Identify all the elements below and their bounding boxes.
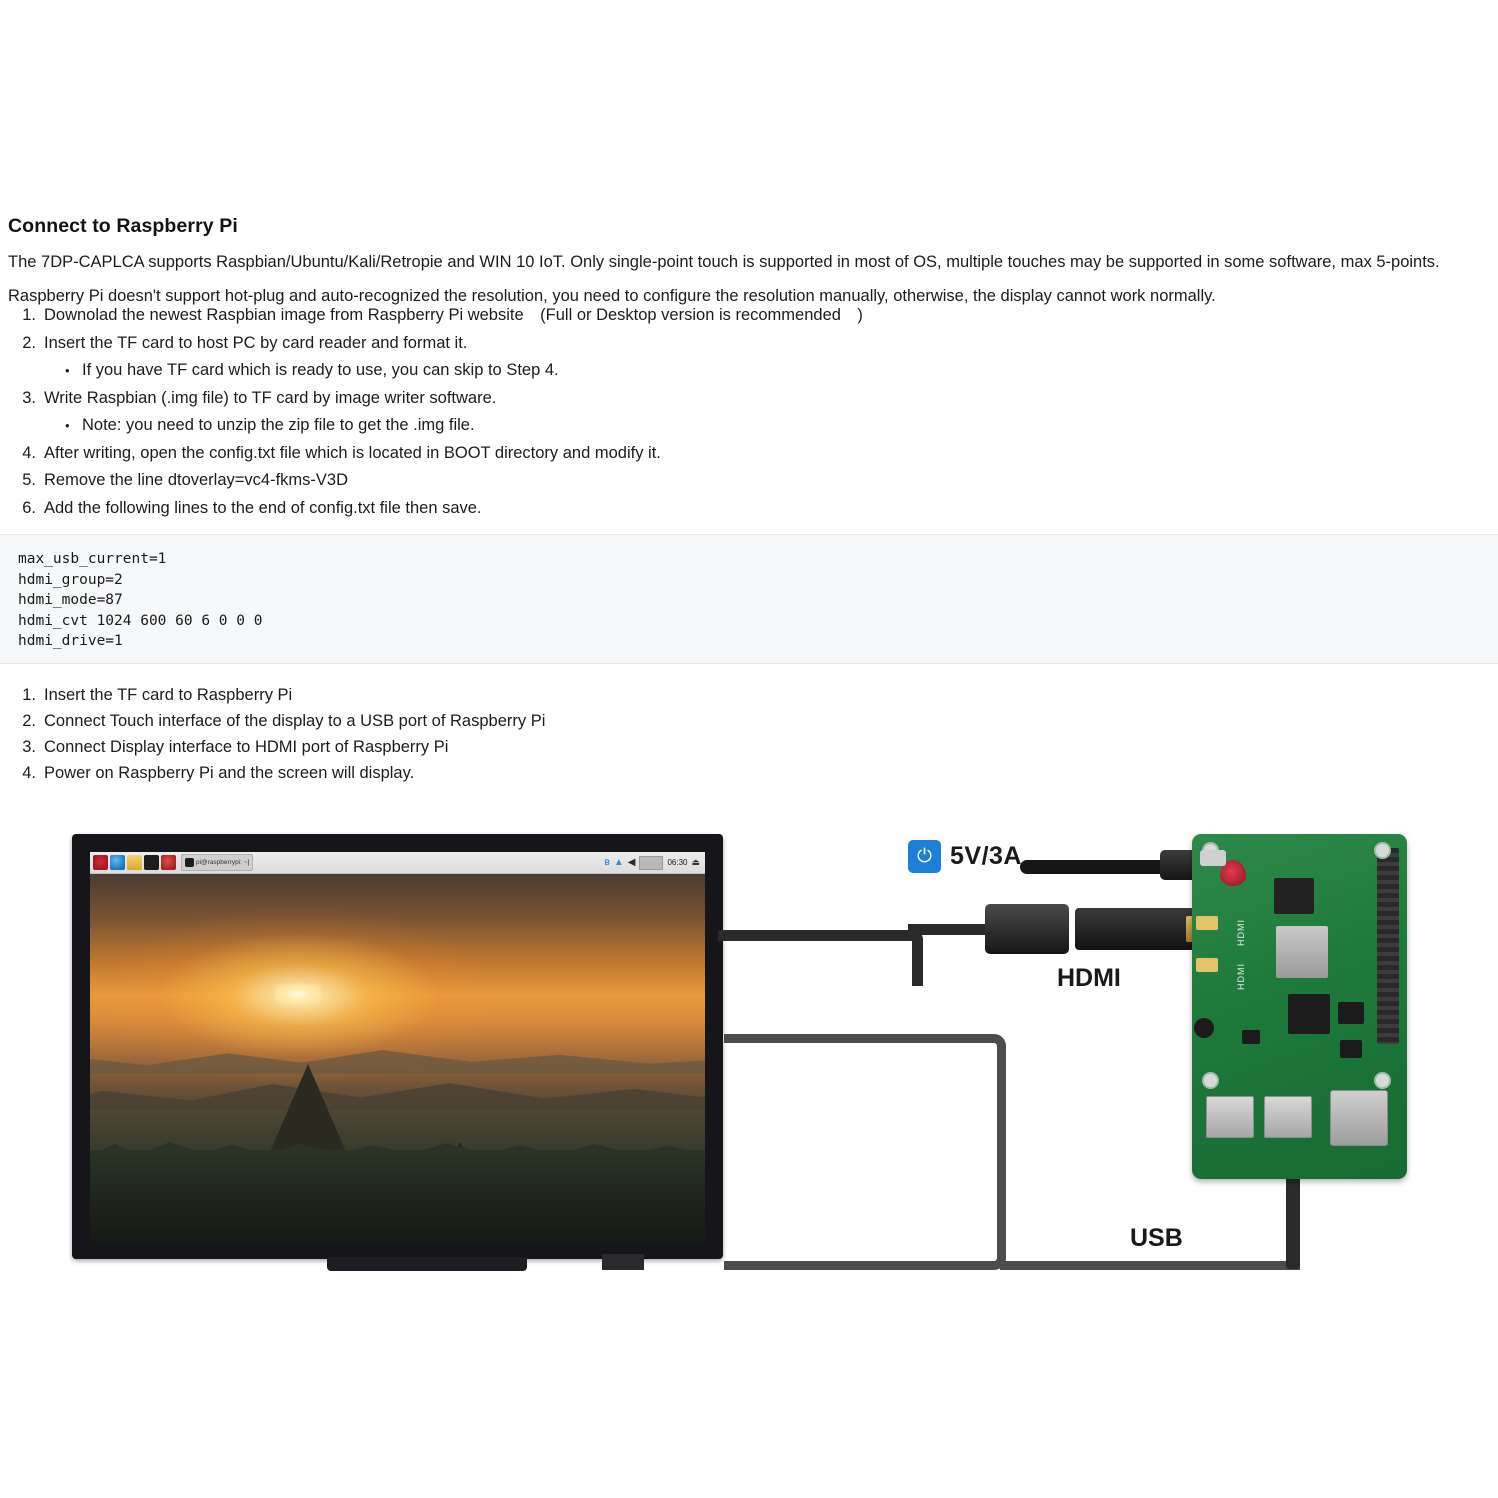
list-item-number: 2. — [22, 712, 36, 730]
list-item-label: Note: you need to unzip the zip file to get the .img file. — [82, 416, 475, 434]
list-item — [8, 760, 1208, 786]
terminal-icon[interactable] — [144, 855, 159, 870]
bullet-icon: • — [65, 363, 70, 378]
list-item — [8, 708, 1208, 734]
list-item-label: Connect Display interface to HDMI port of Raspberry Pi — [44, 738, 449, 756]
list-item-label: Downolad the newest Raspbian image from Raspberry Pi website (Full or Desktop version is recommended ) — [44, 306, 863, 324]
list-item — [8, 302, 1488, 330]
connection-diagram — [0, 812, 1498, 1332]
terminal-window-icon — [185, 858, 194, 867]
code-line: hdmi_group=2 — [18, 571, 123, 588]
list-item — [8, 682, 1208, 708]
list-item-label: Add the following lines to the end of config.txt file then save. — [44, 498, 482, 517]
lan-chip — [1288, 994, 1330, 1034]
raspberry-menu-icon[interactable] — [93, 855, 108, 870]
usb-port-pair-1 — [1206, 1096, 1254, 1138]
micro-hdmi-port-0 — [1196, 916, 1218, 930]
list-item-label: Write Raspbian (.img file) to TF card by image writer software. — [44, 388, 497, 407]
list-item-number: 2. — [22, 333, 36, 352]
list-item — [8, 440, 1488, 468]
soc-chip — [1276, 926, 1328, 978]
mounting-hole — [1374, 1072, 1391, 1089]
desktop-wallpaper — [90, 874, 705, 1242]
audio-jack — [1194, 1018, 1214, 1038]
wifi-icon[interactable]: ▲ — [613, 857, 624, 868]
usb-cable-path — [724, 1034, 1006, 1270]
list-item — [8, 495, 1488, 523]
hdmi-cable-path — [718, 930, 923, 986]
list-item-label: Insert the TF card to Raspberry Pi — [44, 686, 293, 704]
list-item-label: If you have TF card which is ready to use, you can skip to Step 4. — [82, 361, 559, 379]
hdmi-label: HDMI — [1057, 964, 1121, 992]
list-item-sub — [8, 357, 1488, 385]
list-item-label: Connect Touch interface of the display to a USB port of Raspberry Pi — [44, 712, 546, 730]
file-manager-icon[interactable] — [127, 855, 142, 870]
bullet-icon: • — [65, 418, 70, 433]
steps-secondary-list — [8, 682, 1208, 786]
browser-icon[interactable] — [110, 855, 125, 870]
eject-icon[interactable]: ⏏ — [691, 857, 700, 867]
volume-icon[interactable]: ◀ — [627, 857, 636, 868]
bluetooth-icon[interactable]: ʙ — [604, 857, 610, 868]
usb-cable-run — [1000, 1261, 1300, 1270]
list-item — [8, 330, 1488, 358]
clock-label: 06:30 — [667, 858, 688, 867]
list-item — [8, 734, 1208, 760]
page-title: Connect to Raspberry Pi — [8, 215, 238, 238]
code-line: hdmi_cvt 1024 600 60 6 0 0 0 — [18, 612, 263, 629]
list-item-number: 1. — [22, 686, 36, 704]
list-item-number: 5. — [22, 471, 36, 489]
mounting-hole — [1202, 1072, 1219, 1089]
mountain-ridge-far — [90, 1034, 705, 1074]
list-item-label: Remove the line dtoverlay=vc4-fkms-V3D — [44, 471, 348, 489]
usb-label: USB — [1130, 1224, 1183, 1252]
list-item-number: 3. — [22, 738, 36, 756]
power-requirement-badge — [908, 840, 1022, 873]
ram-chip — [1274, 878, 1314, 914]
intro-paragraph-1: The 7DP-CAPLCA supports Raspbian/Ubuntu/Kali/Retropie and WIN 10 IoT. Only single-point touch is supported in most of OS, multiple touches may be supported in some software, max 5-points. — [8, 252, 1440, 271]
cpu-monitor-widget — [639, 856, 663, 870]
taskbar-window-button[interactable] — [181, 854, 253, 871]
list-item — [8, 467, 1488, 495]
mounting-hole — [1374, 842, 1391, 859]
list-item-label: After writing, open the config.txt file which is located in BOOT directory and modify it. — [44, 443, 661, 462]
touch-display-monitor — [72, 834, 723, 1259]
ethernet-port — [1330, 1090, 1388, 1146]
usb-port-pair-2 — [1264, 1096, 1312, 1138]
raspberry-pi-board — [1192, 834, 1407, 1179]
treeline — [90, 1150, 705, 1242]
raspbian-taskbar — [90, 852, 705, 874]
list-item-number: 4. — [22, 764, 36, 782]
list-item — [8, 385, 1488, 413]
sun-glow — [275, 984, 321, 1004]
code-line: hdmi_mode=87 — [18, 592, 123, 608]
monitor-stand — [327, 1257, 527, 1271]
monitor-foot — [602, 1254, 644, 1270]
code-line: max_usb_current=1 — [18, 551, 167, 567]
list-item-number: 1. — [22, 306, 36, 324]
hdmi-port-label: HDMI — [1236, 963, 1246, 990]
app-icon[interactable] — [161, 855, 176, 870]
power-label: 5V/3A — [950, 842, 1022, 870]
taskbar-tray — [605, 856, 702, 870]
list-item-label: Power on Raspberry Pi and the screen will display. — [44, 764, 415, 782]
display-screen — [90, 852, 705, 1242]
code-line: hdmi_drive=1 — [18, 633, 123, 649]
list-item-sub — [8, 412, 1488, 440]
hdmi-port-label: HDMI — [1236, 919, 1246, 946]
usb-c-power-port — [1200, 850, 1226, 866]
ic-chip — [1338, 1002, 1364, 1024]
list-item-number: 4. — [22, 443, 36, 462]
list-item-number: 6. — [22, 498, 36, 517]
hdmi-to-micro-adapter — [1075, 908, 1195, 950]
power-icon: ⏻ — [908, 840, 941, 873]
intro-paragraph-2: Raspberry Pi doesn't support hot-plug and auto-recognized the resolution, you need to configure the resolution manually, otherwise, the display cannot work normally. — [8, 286, 1216, 305]
ic-chip — [1242, 1030, 1260, 1044]
taskbar-window-title: pi@raspberrypi: ~] — [196, 859, 250, 866]
config-code-block — [0, 534, 1498, 664]
steps-primary-list — [8, 302, 1488, 522]
ic-chip — [1340, 1040, 1362, 1058]
gpio-header — [1377, 848, 1399, 1044]
list-item-number: 3. — [22, 388, 36, 407]
list-item-label: Insert the TF card to host PC by card reader and format it. — [44, 333, 468, 352]
hdmi-connector-display-side — [985, 904, 1069, 954]
micro-hdmi-port-1 — [1196, 958, 1218, 972]
